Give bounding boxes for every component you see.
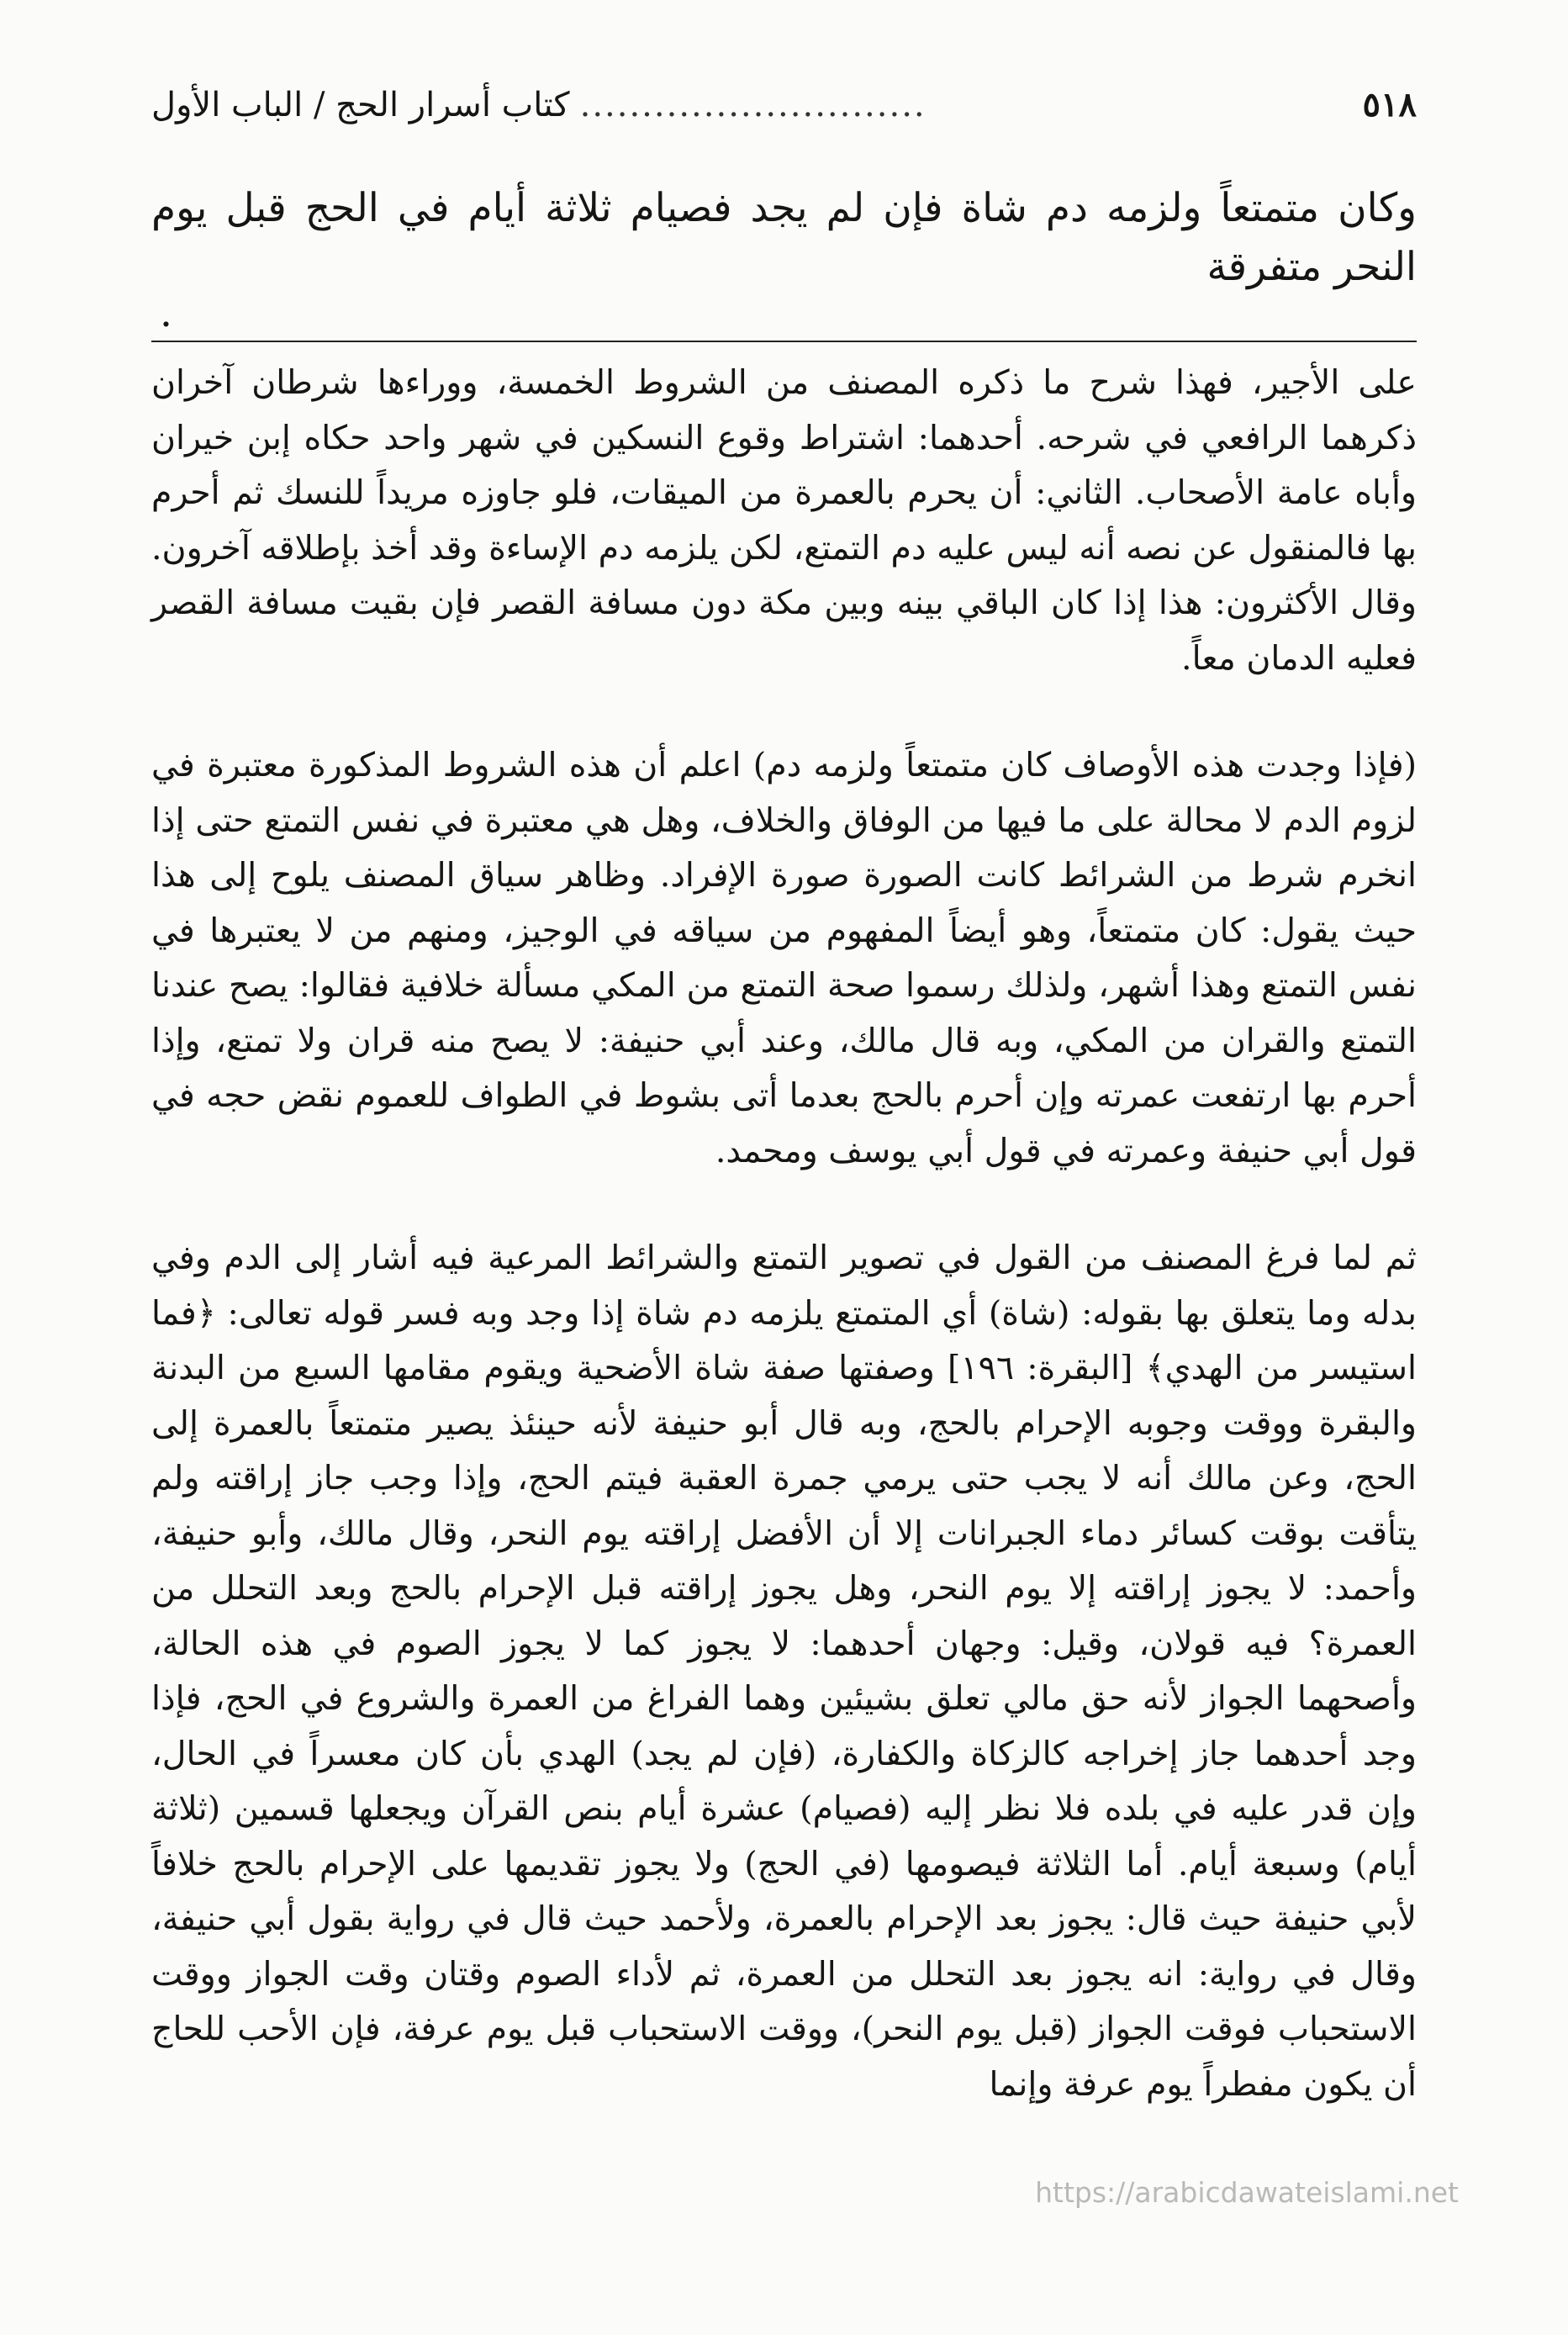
footnote-divider [151, 341, 1417, 342]
commentary-paragraph-3: ثم لما فرغ المصنف من القول في تصوير التمتع والشرائط المرعية فيه أشار إلى الدم وفي بدله وما يتعلق بها بقوله: (شاة) أي المتمتع يلزمه دم شاة إذا وجد وبه فسر قوله تعالى: ﴿فما استيسر من الهدي﴾ [البقرة: ١٩٦] وصفتها صفة شاة الأضحية ويقوم مقامها السبع من البدنة والبقرة ووقت وجوبه الإحرام بالحج، وبه قال أبو حنيفة لأنه حينئذ يصير متمتعاً بالعمرة إلى الحج، وعن مالك أنه لا يجب حتى يرمي جمرة العقبة فيتم الحج، وإذا وجب جاز إراقته ولم يتأقت بوقت كسائر دماء الجبرانات إلا أن الأفضل إراقته يوم النحر، وقال مالك، وأبو حنيفة، وأحمد: لا يجوز إراقته إلا يوم النحر، وهل يجوز إراقته قبل الإحرام بالحج وبعد التحلل من العمرة؟ فيه قولان، وقيل: وجهان أحدهما: لا يجوز كما لا يجوز الصوم في هذه الحالة، وأصحهما الجواز لأنه حق مالي تعلق بشيئين وهما الفراغ من العمرة والشروع في الحج، فإذا وجد أحدهما جاز إخراجه كالزكاة والكفارة، (فإن لم يجد) الهدي بأن كان معسراً في الحال، وإن قدر عليه في بلده فلا نظر إليه (فصيام) عشرة أيام بنص القرآن ويجعلها قسمين (ثلاثة أيام) وسبعة أيام. أما الثلاثة فيصومها (في الحج) ولا يجوز تقديمها على الإحرام بالحج خلافاً لأبي حنيفة حيث قال: يجوز بعد الإحرام بالعمرة، ولأحمد حيث قال في رواية بقول أبي حنيفة، وقال في رواية: انه يجوز بعد التحلل من العمرة، ثم لأداء الصوم وقتان وقت الجواز ووقت الاستحباب فوقت الجواز (قبل يوم النحر)، ووقت الاستحباب قبل يوم عرفة، فإن الأحب للحاج أن يكون مفطراً يوم عرفة وإنما [151, 1239, 1417, 2104]
book-page [151, 80, 1417, 2217]
running-header [151, 80, 1417, 130]
commentary-paragraph-2: (فإذا وجدت هذه الأوصاف كان متمتعاً ولزمه دم) اعلم أن هذه الشروط المذكورة معتبرة في لزوم الدم لا محالة على ما فيها من الوفاق والخلاف، وهل هي معتبرة في نفس التمتع حتى إذا انخرم شرط من الشرائط كانت الصورة صورة الإفراد. وظاهر سياق المصنف يلوح إلى هذا حيث يقول: كان متمتعاً، وهو أيضاً المفهوم من سياقه في الوجيز، ومنهم من لا يعتبرها في نفس التمتع وهذا أشهر، ولذلك رسموا صحة التمتع من المكي مسألة خلافية فقالوا: يصح عندنا التمتع والقران من المكي، وبه قال مالك، وعند أبي حنيفة: لا يصح منه قران ولا تمتع، وإذا أحرم بها ارتفعت عمرته وإن أحرم بالحج بعدما أتى بشوط في الطواف للعموم نقض حجه في قول أبي حنيفة وعمرته في قول أبي يوسف ومحمد. [151, 746, 1417, 1170]
header-title-group [151, 80, 927, 130]
main-text-end-mark: . [160, 290, 172, 336]
chapter-title: كتاب أسرار الحج / الباب الأول [151, 86, 570, 124]
main-matn-text: وكان متمتعاً ولزمه دم شاة فإن لم يجد فصيام ثلاثة أيام في الحج قبل يوم النحر متفرقة [151, 185, 1417, 290]
commentary-paragraph-1: على الأجير، فهذا شرح ما ذكره المصنف من الشروط الخمسة، ووراءها شرطان آخران ذكرهما الرافعي في شرحه. أحدهما: اشتراط وقوع النسكين في شهر واحد حكاه إبن خيران وأباه عامة الأصحاب. الثاني: أن يحرم بالعمرة من الميقات، فلو جاوزه مريداً للنسك ثم أحرم بها فالمنقول عن نصه أنه ليس عليه دم التمتع، لكن يلزمه دم الإساءة وقد أخذ بإطلاقه آخرون. وقال الأكثرون: هذا إذا كان الباقي بينه وبين مكة دون مسافة القصر فإن بقيت مسافة القصر فعليه الدمان معاً. [151, 363, 1417, 678]
watermark-url: https://arabicdawateislami.net [1035, 2176, 1459, 2209]
page-number: ٥١٨ [1362, 85, 1417, 124]
dotted-leader: ............................ [579, 86, 927, 124]
commentary-section [151, 356, 1417, 2112]
